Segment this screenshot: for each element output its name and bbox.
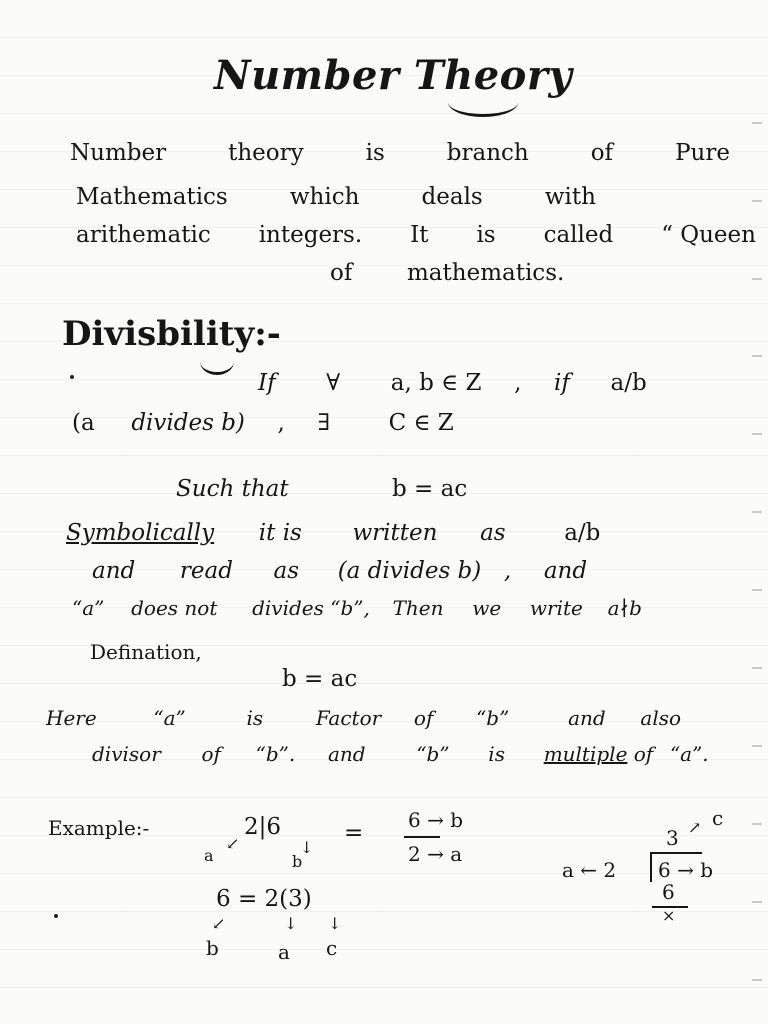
word: of: [590, 140, 614, 166]
margin-mark: [752, 667, 762, 669]
forall-symbol: ∀: [326, 370, 341, 396]
intro-line-3: [76, 222, 756, 248]
margin-mark: [752, 979, 762, 981]
word: Then: [392, 596, 444, 620]
such-that-label: Such that: [176, 476, 289, 502]
word: arithematic: [76, 222, 211, 248]
intro-line-1: [70, 140, 730, 166]
margin-mark: [752, 745, 762, 747]
word: of: [201, 742, 221, 766]
word: and: [327, 742, 366, 766]
factor-line-2: [92, 742, 709, 766]
example-expression: 2|6: [244, 814, 282, 840]
margin-mark: [752, 511, 762, 513]
arrow-to-b-icon: ↓: [300, 838, 314, 857]
symbolic-line-3: [72, 596, 642, 620]
word: “a”: [153, 706, 186, 730]
defination-equation: b = ac: [282, 666, 358, 692]
margin-mark: [752, 355, 762, 357]
margin-mark: [752, 901, 762, 903]
word: a, b ∈ Z: [390, 370, 482, 396]
word: we: [472, 596, 502, 620]
word: and: [92, 558, 136, 584]
arrow-b-icon: ↙: [212, 914, 226, 933]
margin-mark: [752, 200, 762, 202]
division-bar: [652, 852, 702, 854]
word: If: [258, 370, 276, 396]
word: (a: [72, 410, 95, 436]
word: does not: [131, 596, 218, 620]
word: it is: [258, 520, 302, 546]
example-label: Example:-: [48, 816, 150, 840]
word: which: [289, 184, 360, 210]
margin-mark: [752, 433, 762, 435]
arrow-a-icon: ↓: [284, 914, 298, 933]
word: read: [179, 558, 233, 584]
word: of: [330, 260, 353, 286]
word: divides “b”,: [252, 596, 370, 620]
word: a∤b: [607, 596, 642, 620]
word: multiple: [543, 742, 628, 766]
word: C ∈ Z: [388, 410, 454, 436]
word: deals: [421, 184, 483, 210]
word: Mathematics: [76, 184, 228, 210]
word: divisor: [92, 742, 161, 766]
word: also: [640, 706, 682, 730]
bullet-dot: [70, 375, 74, 379]
word: write: [529, 596, 583, 620]
word: mathematics.: [407, 260, 565, 286]
division-quotient: 3: [666, 826, 679, 850]
word: ,: [277, 410, 285, 436]
word: branch: [446, 140, 529, 166]
word: divides b): [131, 410, 245, 436]
word: “b”: [416, 742, 450, 766]
word: Here: [46, 706, 97, 730]
symbolic-line-1: [66, 520, 600, 546]
word: Symbolically: [66, 520, 215, 546]
word: Number: [70, 140, 167, 166]
margin-mark: [752, 589, 762, 591]
word: as: [480, 520, 506, 546]
word: and: [543, 558, 588, 584]
divisibility-heading: Divisbility:-: [62, 314, 281, 354]
word: is: [365, 140, 385, 166]
division-left: a ← 2: [562, 858, 617, 882]
word: “a”.: [669, 742, 709, 766]
word: a/b: [564, 520, 601, 546]
word: if: [554, 370, 570, 396]
margin-mark: [752, 278, 762, 280]
under-c: c: [326, 936, 338, 960]
word: “ Queen: [661, 222, 756, 248]
word: ,: [503, 558, 512, 584]
bullet-dot: [54, 914, 58, 918]
example-a-label: a: [204, 846, 214, 865]
division-bracket: [650, 852, 652, 882]
defination-label: Defination,: [90, 640, 202, 664]
fraction-bar: [404, 836, 440, 838]
division-product: 6: [662, 880, 675, 904]
under-a: a: [278, 940, 290, 964]
symbolic-line-2: [92, 558, 587, 584]
arrow-c-icon: ↓: [328, 914, 342, 933]
word: integers.: [258, 222, 363, 248]
word: Pure: [675, 140, 730, 166]
division-remainder: ×: [662, 906, 676, 925]
word: called: [543, 222, 614, 248]
word: ,: [514, 370, 522, 396]
example-equation: 6 = 2(3): [216, 886, 312, 912]
word: of: [633, 742, 654, 766]
word: is: [246, 706, 264, 730]
word: as: [273, 558, 300, 584]
factor-line-1: [46, 706, 681, 730]
word: It: [410, 222, 429, 248]
intro-line-4: [330, 260, 564, 286]
arrow-to-a-icon: ↙: [226, 834, 240, 853]
example-map-2: 2 → a: [408, 842, 463, 866]
example-map-1: 6 → b: [408, 808, 463, 832]
heading-swoosh: [200, 348, 234, 375]
word: “a”: [72, 596, 105, 620]
such-that-equation: b = ac: [392, 476, 468, 502]
division-dividend: 6 → b: [658, 858, 713, 882]
under-b: b: [206, 936, 219, 960]
word: is: [488, 742, 505, 766]
word: with: [544, 184, 596, 210]
word: “b”: [476, 706, 510, 730]
definition-line-2: [72, 410, 454, 436]
title-swoosh: [448, 88, 518, 117]
arrow-to-c-icon: ↗: [688, 818, 702, 837]
intro-line-2: [76, 184, 596, 210]
word: of: [413, 706, 434, 730]
page-title: Number Theory: [214, 52, 573, 99]
word: theory: [228, 140, 304, 166]
word: is: [476, 222, 496, 248]
definition-line-1: [258, 370, 647, 396]
word: “b”.: [255, 742, 296, 766]
margin-mark: [752, 823, 762, 825]
word: (a divides b): [337, 558, 482, 584]
example-b-label: b: [292, 852, 303, 871]
margin-mark: [752, 122, 762, 124]
word: a/b: [610, 370, 647, 396]
word: Factor: [315, 706, 382, 730]
word: and: [568, 706, 606, 730]
word: written: [352, 520, 438, 546]
exists-symbol: ∃: [317, 410, 330, 436]
division-c-label: c: [712, 806, 724, 830]
example-equals: =: [344, 820, 364, 846]
